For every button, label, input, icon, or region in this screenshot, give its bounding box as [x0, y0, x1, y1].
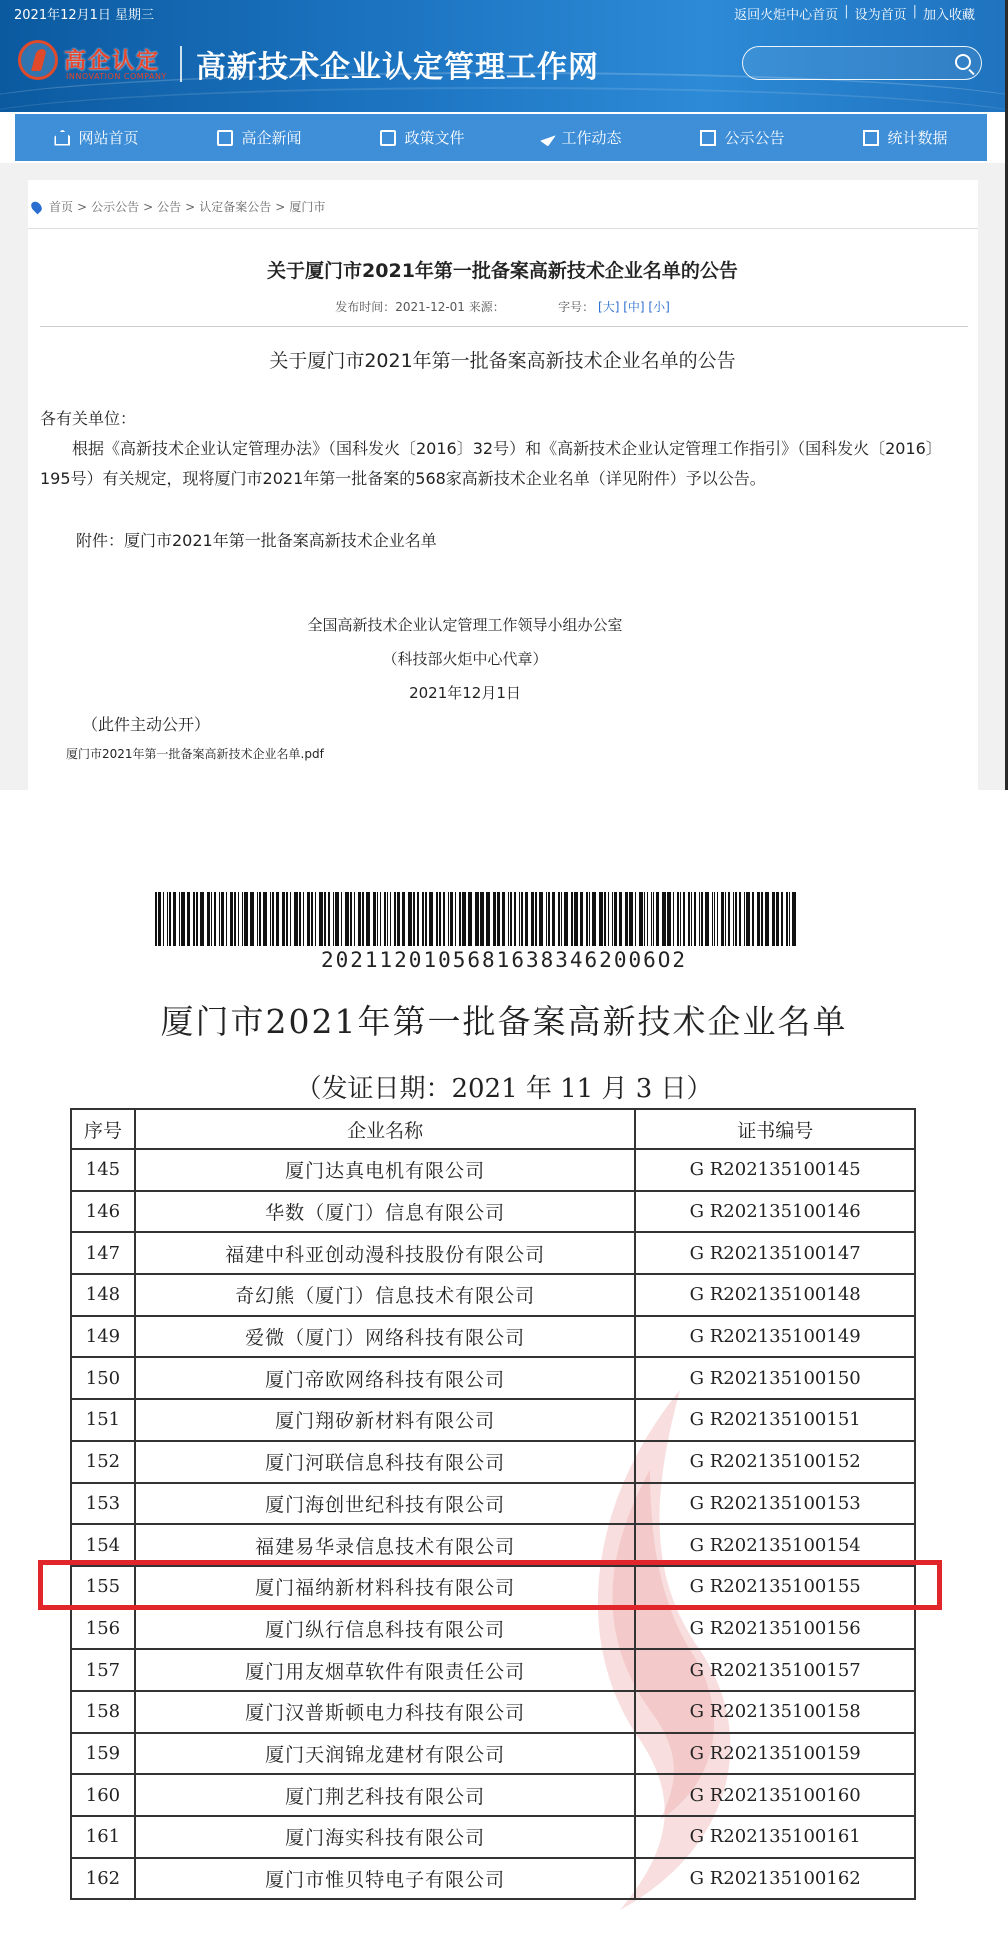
- table-row: [71, 1441, 915, 1483]
- send-icon: [540, 129, 556, 146]
- barcode-bar: [257, 892, 258, 946]
- barcode-bar: [786, 892, 788, 946]
- barcode-bar: [789, 892, 790, 946]
- barcode-bar: [656, 892, 659, 946]
- table-row: [71, 1149, 915, 1191]
- row-number: 160: [71, 1774, 135, 1816]
- barcode-bar: [272, 892, 274, 946]
- barcode-bar: [629, 892, 633, 946]
- barcode-bar: [181, 892, 185, 946]
- barcode-bar: [384, 892, 386, 946]
- barcode-bar: [354, 892, 355, 946]
- barcode-bar: [163, 892, 164, 946]
- logo-text[interactable]: 高企认定: [64, 49, 161, 74]
- font-size-medium[interactable]: [中]: [623, 300, 645, 314]
- article-title: 关于厦门市2021年第一批备案高新技术企业名单的公告: [267, 260, 738, 282]
- certificate-number: G R202135100148: [635, 1274, 915, 1316]
- nav-label: 统计数据: [887, 129, 948, 147]
- table-row: [71, 1399, 915, 1441]
- table-row: [71, 1274, 915, 1316]
- scanned-document: [0, 860, 1008, 1952]
- breadcrumb-separator: >: [275, 199, 286, 214]
- row-number: 159: [71, 1733, 135, 1775]
- site-header: [0, 0, 1005, 112]
- certificate-number: G R202135100149: [635, 1316, 915, 1358]
- certificate-number: G R202135100146: [635, 1191, 915, 1233]
- table-row: [71, 1191, 915, 1233]
- barcode-bar: [443, 892, 445, 946]
- certificate-number: G R202135100151: [635, 1399, 915, 1441]
- row-number: 148: [71, 1274, 135, 1316]
- barcode-bar: [373, 892, 376, 946]
- table-row: [71, 1483, 915, 1525]
- certificate-number: G R202135100157: [635, 1649, 915, 1691]
- barcode-bar: [211, 892, 212, 946]
- barcode-bar: [548, 892, 550, 946]
- signature-date: 2021年12月1日: [409, 684, 521, 702]
- barcode-bar: [635, 892, 636, 946]
- row-number: 155: [71, 1566, 135, 1608]
- barcode-bar: [417, 892, 419, 946]
- barcode-bar: [680, 892, 681, 946]
- nav-item-news[interactable]: [217, 127, 301, 148]
- barcode-bar: [362, 892, 364, 946]
- company-name: 奇幻熊（厦门）信息技术有限公司: [135, 1274, 636, 1316]
- company-name: 厦门汉普斯顿电力科技有限公司: [135, 1691, 636, 1733]
- barcode-bar: [644, 892, 645, 946]
- barcode: [155, 892, 833, 946]
- body-title: 关于厦门市2021年第一批备案高新技术企业名单的公告: [269, 350, 736, 372]
- certificate-number: G R202135100159: [635, 1733, 915, 1775]
- company-name: 厦门福纳新材料科技有限公司: [135, 1566, 636, 1608]
- barcode-bar: [546, 892, 547, 946]
- nav-item-policy[interactable]: [380, 127, 464, 148]
- barcode-bar: [480, 892, 484, 946]
- barcode-bar: [772, 892, 775, 946]
- barcode-bar: [315, 892, 316, 946]
- row-number: 153: [71, 1483, 135, 1525]
- barcode-bar: [366, 892, 370, 946]
- barcode-bar: [158, 892, 161, 946]
- table-row: [71, 1858, 915, 1900]
- barcode-bar: [721, 892, 724, 946]
- company-name: 厦门达真电机有限公司: [135, 1149, 636, 1191]
- header-date: 2021年12月1日 星期三: [14, 8, 155, 23]
- barcode-bar: [221, 892, 224, 946]
- barcode-bar: [662, 892, 666, 946]
- barcode-bar: [699, 892, 700, 946]
- nav-item-statistics[interactable]: [863, 127, 947, 148]
- article-meta: [0, 298, 1005, 315]
- news-icon: [217, 130, 233, 146]
- table-row: [71, 1649, 915, 1691]
- barcode-bar: [408, 892, 412, 946]
- barcode-bar: [608, 892, 609, 946]
- barcode-bar: [688, 892, 690, 946]
- barcode-bar: [561, 892, 562, 946]
- barcode-bar: [694, 892, 696, 946]
- table-row: [71, 1316, 915, 1358]
- barcode-bar: [390, 892, 391, 946]
- barcode-bar: [311, 892, 313, 946]
- barcode-bar: [514, 892, 516, 946]
- barcode-bar: [219, 892, 220, 946]
- table-row: [71, 1733, 915, 1775]
- company-name: 厦门海实科技有限公司: [135, 1816, 636, 1858]
- column-header-company: 企业名称: [135, 1109, 636, 1149]
- barcode-bar: [592, 892, 596, 946]
- barcode-bar: [429, 892, 433, 946]
- barcode-bar: [450, 892, 453, 946]
- barcode-bar: [589, 892, 590, 946]
- barcode-bar: [307, 892, 310, 946]
- attachment-label: 附件：厦门市2021年第一批备案高新技术企业名单: [76, 531, 437, 550]
- barcode-bar: [619, 892, 622, 946]
- barcode-bar: [475, 892, 479, 946]
- barcode-bar: [765, 892, 769, 946]
- barcode-bar: [733, 892, 734, 946]
- barcode-bar: [468, 892, 472, 946]
- barcode-bar: [725, 892, 726, 946]
- document-subtitle: （发证日期：2021 年 11 月 3 日）: [295, 1074, 713, 1104]
- barcode-bar: [179, 892, 180, 946]
- barcode-bar: [345, 892, 349, 946]
- certificate-number: G R202135100147: [635, 1232, 915, 1274]
- web-page-screenshot: [0, 0, 1008, 790]
- barcode-bar: [286, 892, 288, 946]
- barcode-bar: [701, 892, 703, 946]
- barcode-bar: [397, 892, 400, 946]
- barcode-bar: [712, 892, 713, 946]
- barcode-bar: [728, 892, 730, 946]
- barcode-bar: [169, 892, 171, 946]
- public-note: （此件主动公开）: [82, 715, 211, 734]
- barcode-bar: [439, 892, 441, 946]
- barcode-bar: [752, 892, 754, 946]
- table-row: [71, 1774, 915, 1816]
- barcode-bar: [497, 892, 500, 946]
- font-size-label: 字号：: [558, 300, 595, 314]
- company-name: 厦门帝欧网络科技有限公司: [135, 1357, 636, 1399]
- certificate-number: G R202135100161: [635, 1816, 915, 1858]
- row-number: 157: [71, 1649, 135, 1691]
- barcode-bar: [574, 892, 578, 946]
- barcode-bar: [535, 892, 537, 946]
- row-number: 156: [71, 1608, 135, 1650]
- barcode-bar: [673, 892, 674, 946]
- table-row: [71, 1357, 915, 1399]
- barcode-bar: [319, 892, 323, 946]
- font-size-small[interactable]: [小]: [648, 300, 670, 314]
- company-name: 华数（厦门）信息有限公司: [135, 1191, 636, 1233]
- breadcrumb-item[interactable]: 公告: [157, 200, 182, 214]
- company-name: 厦门纵行信息科技有限公司: [135, 1608, 636, 1650]
- nav-label: 政策文件: [404, 129, 465, 147]
- certificate-number: G R202135100145: [635, 1149, 915, 1191]
- barcode-bar: [282, 892, 285, 946]
- barcode-bar: [781, 892, 783, 946]
- table-row: [71, 1816, 915, 1858]
- site-title: 高新技术企业认定管理工作网: [196, 50, 599, 85]
- link-set-homepage[interactable]: 设为首页: [854, 8, 907, 23]
- barcode-bar: [717, 892, 718, 946]
- column-header-certificate: 证书编号: [635, 1109, 915, 1149]
- certificate-number: G R202135100153: [635, 1483, 915, 1525]
- link-add-favorite[interactable]: 加入收藏: [922, 8, 975, 23]
- table-row: [71, 1691, 915, 1733]
- barcode-bar: [167, 892, 168, 946]
- barcode-bar: [244, 892, 248, 946]
- signature-office: 全国高新技术企业认定管理工作领导小组办公室: [307, 616, 623, 634]
- row-number: 145: [71, 1149, 135, 1191]
- barcode-bar: [193, 892, 195, 946]
- company-name: 厦门天润锦龙建材有限公司: [135, 1733, 636, 1775]
- barcode-bar: [625, 892, 628, 946]
- logo-subtext: INNOVATION COMPANY: [66, 72, 167, 81]
- barcode-bar: [214, 892, 216, 946]
- company-name: 厦门荆艺科技有限公司: [135, 1774, 636, 1816]
- logo-icon[interactable]: [18, 40, 58, 80]
- logo-divider: [180, 46, 182, 82]
- barcode-bar: [324, 892, 326, 946]
- row-number: 158: [71, 1691, 135, 1733]
- barcode-bar: [455, 892, 456, 946]
- row-number: 162: [71, 1858, 135, 1900]
- certificate-number: G R202135100154: [635, 1524, 915, 1566]
- company-name: 厦门用友烟草软件有限责任公司: [135, 1649, 636, 1691]
- barcode-bar: [564, 892, 568, 946]
- barcode-bar: [387, 892, 388, 946]
- barcode-bar: [525, 892, 528, 946]
- barcode-bar: [531, 892, 534, 946]
- nav-item-announcement[interactable]: [700, 127, 784, 148]
- barcode-bar: [735, 892, 737, 946]
- barcode-bar: [539, 892, 543, 946]
- barcode-bar: [294, 892, 298, 946]
- barcode-bar: [238, 892, 239, 946]
- barcode-bar: [394, 892, 396, 946]
- breadcrumb-separator: >: [143, 199, 154, 214]
- company-name: 厦门翔矽新材料有限公司: [135, 1399, 636, 1441]
- barcode-bar: [425, 892, 427, 946]
- barcode-bar: [234, 892, 236, 946]
- barcode-bar: [377, 892, 378, 946]
- barcode-bar: [521, 892, 523, 946]
- publish-info: 发布时间：2021-12-01 来源：: [335, 300, 505, 314]
- header-links: [734, 4, 975, 23]
- certificate-number: G R202135100162: [635, 1858, 915, 1900]
- divider: |: [912, 4, 917, 19]
- barcode-bar: [459, 892, 461, 946]
- row-number: 146: [71, 1191, 135, 1233]
- barcode-bar: [436, 892, 438, 946]
- barcode-bar: [335, 892, 339, 946]
- barcode-bar: [187, 892, 190, 946]
- divider: |: [844, 4, 849, 19]
- barcode-bar: [677, 892, 679, 946]
- barcode-bar: [173, 892, 176, 946]
- certificate-number: G R202135100156: [635, 1608, 915, 1650]
- breadcrumb-item[interactable]: 公示公告: [91, 200, 140, 214]
- table-header-row: [71, 1109, 915, 1149]
- barcode-bar: [462, 892, 466, 946]
- barcode-bar: [647, 892, 648, 946]
- barcode-bar: [290, 892, 291, 946]
- barcode-bar: [448, 892, 449, 946]
- breadcrumb-item[interactable]: 首页: [49, 200, 74, 214]
- search-input[interactable]: [742, 46, 982, 80]
- barcode-bar: [651, 892, 652, 946]
- barcode-bar: [230, 892, 233, 946]
- barcode-bar: [552, 892, 555, 946]
- breadcrumb-item[interactable]: 厦门市: [289, 200, 326, 214]
- barcode-bar: [242, 892, 243, 946]
- company-name: 爱微（厦门）网络科技有限公司: [135, 1316, 636, 1358]
- row-number: 150: [71, 1357, 135, 1399]
- barcode-bar: [612, 892, 613, 946]
- greeting: 各有关单位：: [40, 409, 137, 428]
- barcode-bar: [333, 892, 334, 946]
- breadcrumb-separator: >: [77, 199, 88, 214]
- barcode-bar: [155, 892, 157, 946]
- barcode-bar: [493, 892, 496, 946]
- barcode-bar: [792, 892, 796, 946]
- highlight-box: [38, 1560, 942, 1610]
- document-icon: [380, 130, 396, 146]
- nav-label: 公示公告: [724, 129, 785, 147]
- nav-item-work[interactable]: [543, 127, 621, 148]
- barcode-bar: [303, 892, 304, 946]
- company-name: 福建易华录信息技术有限公司: [135, 1524, 636, 1566]
- barcode-bar: [263, 892, 267, 946]
- row-number: 151: [71, 1399, 135, 1441]
- location-icon: [29, 199, 44, 214]
- company-name: 厦门海创世纪科技有限公司: [135, 1483, 636, 1525]
- barcode-bar: [250, 892, 254, 946]
- row-number: 152: [71, 1441, 135, 1483]
- barcode-bar: [714, 892, 715, 946]
- company-name: 厦门市惟贝特电子有限公司: [135, 1858, 636, 1900]
- barcode-bar: [207, 892, 210, 946]
- main-paragraph: 根据《高新技术企业认定管理办法》（国科发火〔2016〕32号）和《高新技术企业认定管理工作指引》（国科发火〔2016〕195号）有关规定，现将厦门市2021年第一批备案的568家高新技术企业名单（详见附件）予以公告。: [40, 439, 942, 488]
- row-number: 149: [71, 1316, 135, 1358]
- barcode-bar: [744, 892, 745, 946]
- certificate-number: G R202135100160: [635, 1774, 915, 1816]
- barcode-bar: [502, 892, 505, 946]
- row-number: 161: [71, 1816, 135, 1858]
- breadcrumb-item[interactable]: 认定备案公告: [199, 200, 272, 214]
- search-icon[interactable]: [955, 54, 971, 70]
- barcode-bar: [639, 892, 643, 946]
- barcode-bar: [761, 892, 763, 946]
- breadcrumb: [32, 198, 325, 215]
- barcode-bar: [299, 892, 301, 946]
- nav-item-home[interactable]: [54, 127, 138, 148]
- barcode-bar: [486, 892, 490, 946]
- barcode-bar: [580, 892, 583, 946]
- announcement-icon: [700, 130, 716, 146]
- chart-icon: [863, 130, 879, 146]
- barcode-bar: [350, 892, 352, 946]
- nav-label: 网站首页: [78, 129, 139, 147]
- barcode-bar: [667, 892, 671, 946]
- certificate-number: G R202135100150: [635, 1357, 915, 1399]
- barcode-bar: [510, 892, 512, 946]
- barcode-bar: [422, 892, 424, 946]
- barcode-bar: [341, 892, 342, 946]
- barcode-bar: [614, 892, 617, 946]
- barcode-bar: [259, 892, 261, 946]
- barcode-number: 20211201056816383462006O2: [320, 948, 688, 972]
- row-number: 147: [71, 1232, 135, 1274]
- certificate-number: G R202135100158: [635, 1691, 915, 1733]
- main-nav: [15, 114, 987, 161]
- barcode-bar: [739, 892, 741, 946]
- home-icon: [54, 130, 70, 146]
- barcode-bar: [402, 892, 405, 946]
- barcode-bar: [653, 892, 654, 946]
- column-header-number: 序号: [71, 1109, 135, 1149]
- barcode-bar: [358, 892, 361, 946]
- table-row: [71, 1608, 915, 1650]
- barcode-bar: [705, 892, 709, 946]
- divider: [40, 326, 968, 327]
- barcode-bar: [519, 892, 520, 946]
- company-name: 厦门河联信息科技有限公司: [135, 1441, 636, 1483]
- barcode-bar: [586, 892, 588, 946]
- nav-label: 工作动态: [561, 129, 622, 147]
- barcode-bar: [604, 892, 606, 946]
- barcode-bar: [757, 892, 760, 946]
- barcode-bar: [599, 892, 603, 946]
- certificate-number: G R202135100152: [635, 1441, 915, 1483]
- barcode-bar: [508, 892, 509, 946]
- barcode-bar: [413, 892, 415, 946]
- barcode-bar: [226, 892, 227, 946]
- font-size-large[interactable]: [大]: [598, 300, 620, 314]
- pdf-attachment-link[interactable]: 厦门市2021年第一批备案高新技术企业名单.pdf: [66, 747, 324, 761]
- document-title: 厦门市2021年第一批备案高新技术企业名单: [160, 1002, 848, 1041]
- barcode-bar: [691, 892, 692, 946]
- nav-label: 高企新闻: [241, 129, 302, 147]
- certificate-number: G R202135100155: [635, 1566, 915, 1608]
- barcode-bar: [776, 892, 779, 946]
- barcode-bar: [571, 892, 573, 946]
- barcode-bar: [270, 892, 271, 946]
- divider: [28, 228, 978, 229]
- barcode-bar: [196, 892, 198, 946]
- company-name: 福建中科亚创动漫科技股份有限公司: [135, 1232, 636, 1274]
- barcode-bar: [276, 892, 279, 946]
- barcode-bar: [558, 892, 560, 946]
- breadcrumb-separator: >: [185, 199, 196, 214]
- row-number: 154: [71, 1524, 135, 1566]
- table-row: [71, 1232, 915, 1274]
- barcode-bar: [380, 892, 381, 946]
- barcode-bar: [328, 892, 330, 946]
- barcode-bar: [200, 892, 204, 946]
- barcode-bar: [683, 892, 685, 946]
- company-table: [70, 1108, 916, 1900]
- signature-seal: （科技部火炬中心代章）: [382, 650, 548, 668]
- barcode-bar: [746, 892, 750, 946]
- link-return-torch-home[interactable]: 返回火炬中心首页: [734, 8, 839, 23]
